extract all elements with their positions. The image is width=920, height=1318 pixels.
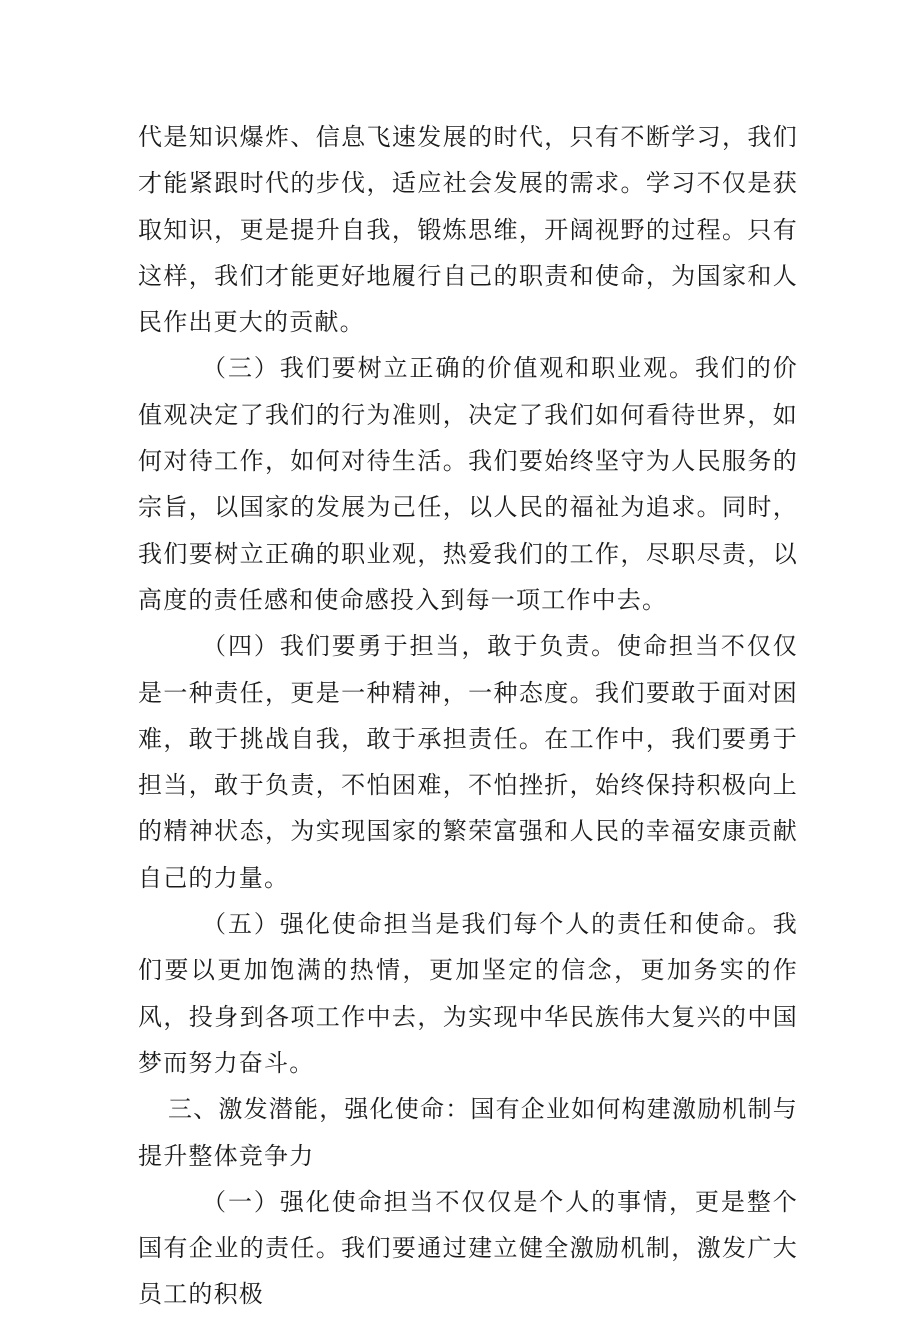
text-line: 紧跟时代的步伐，适应社会发展的需求。学习不仅是获取知识， <box>138 169 798 244</box>
text-line: 投入到每一项工作中去。 <box>390 585 668 614</box>
paragraph-responsibility <box>138 623 798 901</box>
text-line: 业的责任。我们要通过建立健全激励机制，激发广大员工的积极 <box>138 1234 798 1309</box>
heading-line: 升整体竞争力 <box>163 1141 315 1170</box>
text-line: 更加饱满的热情，更加坚定的信念，更加务实的作风，投身到各 <box>138 956 798 1031</box>
section-heading <box>138 1086 798 1179</box>
text-line: 职业观，热爱我们的工作，尽职尽责，以高度的责任感和使命感 <box>138 539 798 614</box>
paragraph-mission <box>138 901 798 1086</box>
text-line: （五）强化使命担当是我们每个人的责任和使命。我们要以 <box>138 910 798 985</box>
paragraph-values <box>138 345 798 623</box>
text-line: 能更好地履行自己的职责和使命，为国家和人民作出更大的贡献。 <box>138 261 799 337</box>
text-line: 代是知识爆炸、信息飞速发展的时代，只有不断学习，我们才能 <box>138 123 798 198</box>
text-line: 战自我，敢于承担责任。在工作中，我们要勇于担当，敢于负责， <box>138 724 799 800</box>
heading-line: 三、激发潜能，强化使命：国有企业如何构建激励机制与提 <box>138 1095 798 1170</box>
text-line: 不怕困难，不怕挫折，始终保持积极向上的精神状态，为实现国 <box>138 771 798 846</box>
text-line: 更是提升自我，锻炼思维，开阔视野的过程。只有这样，我们才 <box>138 215 798 290</box>
text-line: 项工作中去，为实现中华民族伟大复兴的中国梦而努力奋斗。 <box>138 1002 799 1077</box>
paragraph-enterprise <box>138 1179 798 1318</box>
text-line: 决定了我们的行为准则，决定了我们如何看待世界，如何对待工 <box>138 400 798 476</box>
text-line: 作，如何对待生活。我们要始终坚守为人民服务的宗旨，以国家 <box>138 447 798 522</box>
text-line: （一）强化使命担当不仅仅是个人的事情，更是整个国有企 <box>138 1187 798 1263</box>
text-line: 的发展为己任，以人民的福祉为追求。同时，我们要树立正确的 <box>138 493 799 568</box>
text-line: （三）我们要树立正确的价值观和职业观。我们的价值观 <box>138 354 798 429</box>
text-line: （四）我们要勇于担当，敢于负责。使命担当不仅仅是一种 <box>138 632 798 707</box>
paragraph-learning <box>138 114 798 345</box>
text-line: 责任，更是一种精神，一种态度。我们要敢于面对困难，敢于挑 <box>138 678 798 753</box>
text-line: 家的繁荣富强和人民的幸福安康贡献自己的力量。 <box>138 817 798 892</box>
document-body <box>138 114 798 1318</box>
